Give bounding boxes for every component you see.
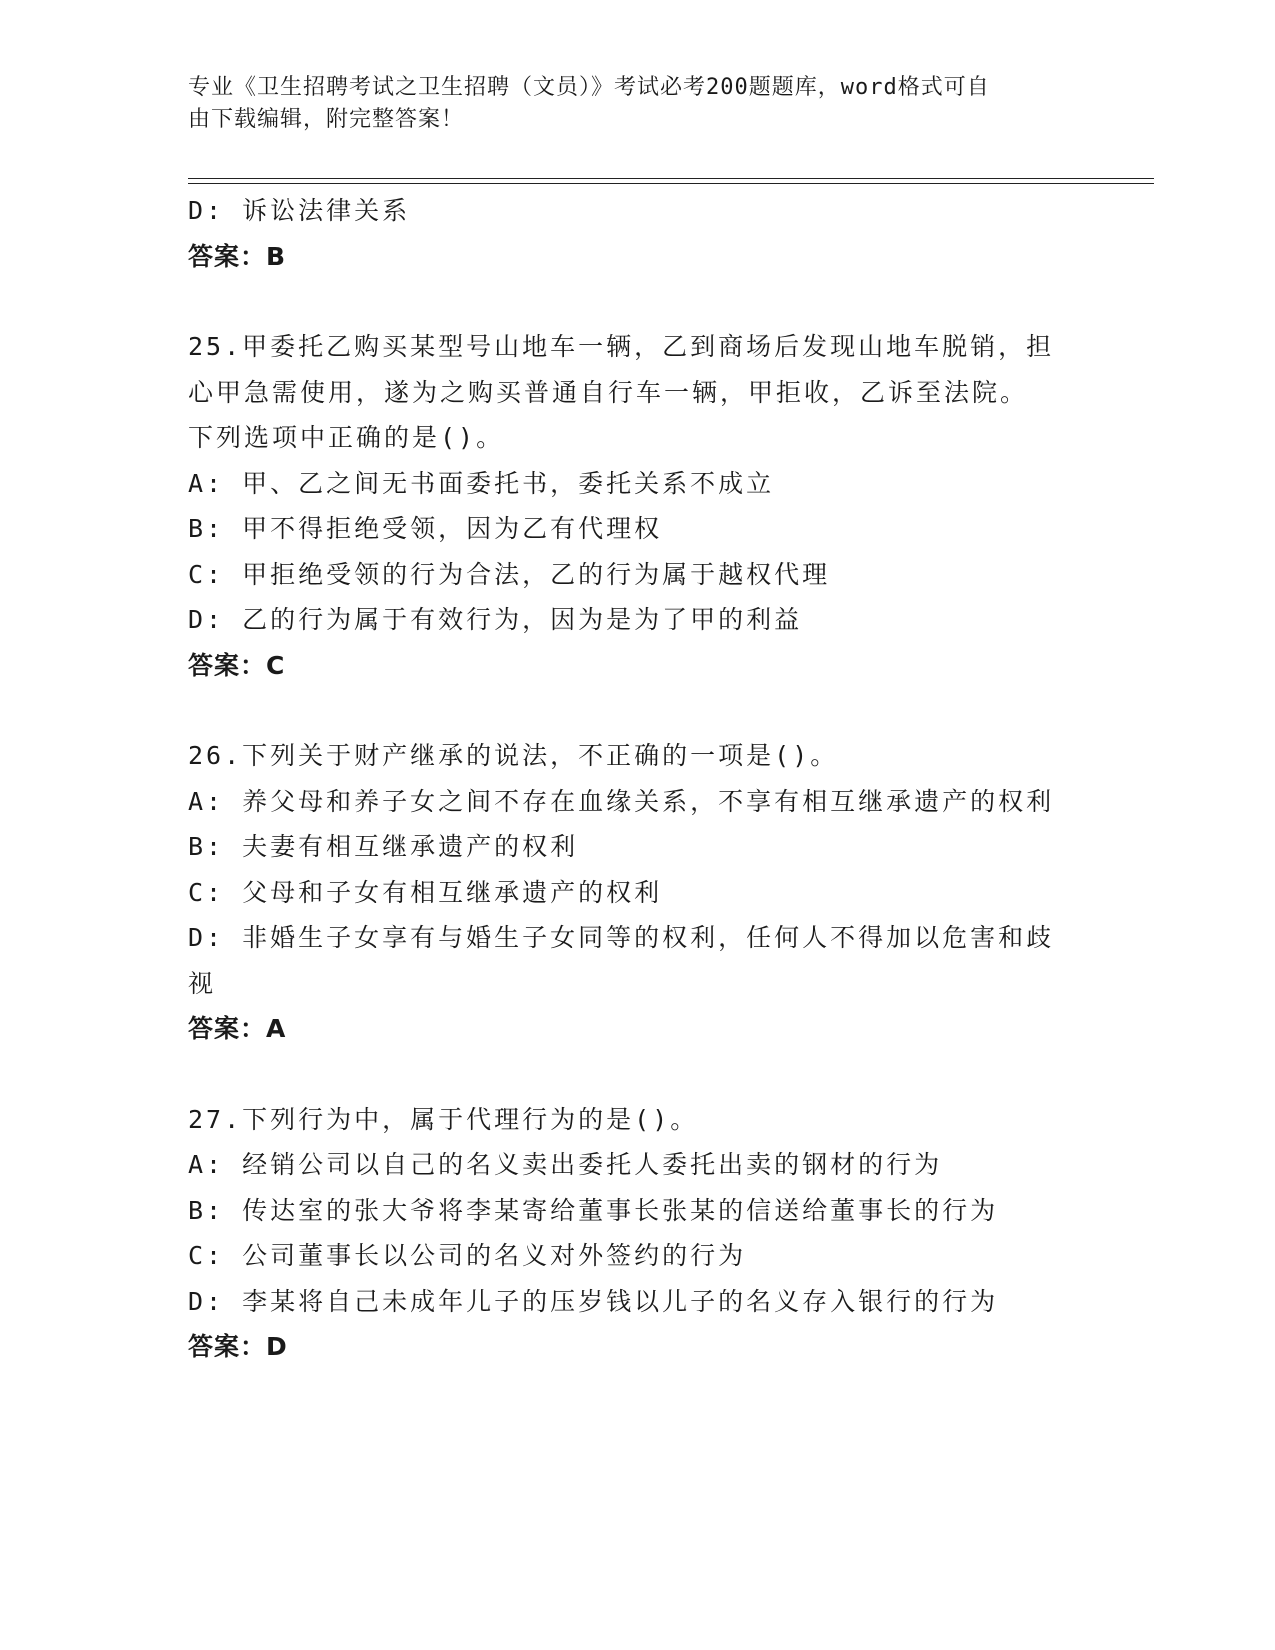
option-d: D: 乙的行为属于有效行为，因为是为了甲的利益 — [188, 605, 803, 634]
answer-label: 答案：B — [188, 241, 287, 271]
header-line-2: 由下载编辑，附完整答案！ — [188, 107, 465, 132]
header-line-1: 专业《卫生招聘考试之卫生招聘（文员）》考试必考200题题库，word格式可自 — [188, 75, 990, 100]
option-c: C: 公司董事长以公司的名义对外签约的行为 — [188, 1241, 747, 1270]
option-d-continued: 视 — [188, 968, 217, 998]
question-25 — [188, 324, 1088, 688]
option-b: B: 传达室的张大爷将李某寄给董事长张某的信送给董事长的行为 — [188, 1195, 999, 1225]
option-d: D: 李某将自己未成年儿子的压岁钱以儿子的名义存入银行的行为 — [188, 1286, 999, 1316]
question-list — [188, 188, 1088, 1370]
option-a: A: 甲、乙之间无书面委托书，委托关系不成立 — [188, 468, 775, 498]
option-a: A: 经销公司以自己的名义卖出委托人委托出卖的钢材的行为 — [188, 1150, 943, 1179]
question-stem: 26.下列关于财产继承的说法，不正确的一项是()。 — [188, 741, 839, 770]
question-stem: 下列选项中正确的是()。 — [188, 423, 505, 452]
document-header — [188, 72, 1068, 136]
option-b: B: 夫妻有相互继承遗产的权利 — [188, 832, 579, 861]
option-c: C: 甲拒绝受领的行为合法，乙的行为属于越权代理 — [188, 559, 831, 589]
question-stem: 心甲急需使用，遂为之购买普通自行车一辆，甲拒收，乙诉至法院。 — [188, 377, 1029, 407]
spacer — [188, 1052, 1088, 1097]
header-divider-top — [188, 178, 1154, 179]
question-26 — [188, 733, 1088, 1052]
question-24-tail — [188, 188, 1088, 279]
option-b: B: 甲不得拒绝受领，因为乙有代理权 — [188, 514, 663, 543]
answer-label: 答案：C — [188, 650, 286, 680]
question-stem: 25.甲委托乙购买某型号山地车一辆，乙到商场后发现山地车脱销，担 — [188, 332, 1055, 361]
spacer — [188, 688, 1088, 733]
answer-label: 答案：D — [188, 1332, 288, 1361]
answer-label: 答案：A — [188, 1014, 287, 1043]
header-divider-bottom — [188, 183, 1154, 184]
option-a: A: 养父母和养子女之间不存在血缘关系，不享有相互继承遗产的权利 — [188, 786, 1055, 816]
question-27 — [188, 1097, 1088, 1370]
option-d: D: 诉讼法律关系 — [188, 196, 411, 225]
option-c: C: 父母和子女有相互继承遗产的权利 — [188, 877, 663, 907]
spacer — [188, 279, 1088, 324]
option-d: D: 非婚生子女享有与婚生子女同等的权利，任何人不得加以危害和歧 — [188, 923, 1055, 952]
question-stem: 27.下列行为中，属于代理行为的是()。 — [188, 1104, 699, 1134]
